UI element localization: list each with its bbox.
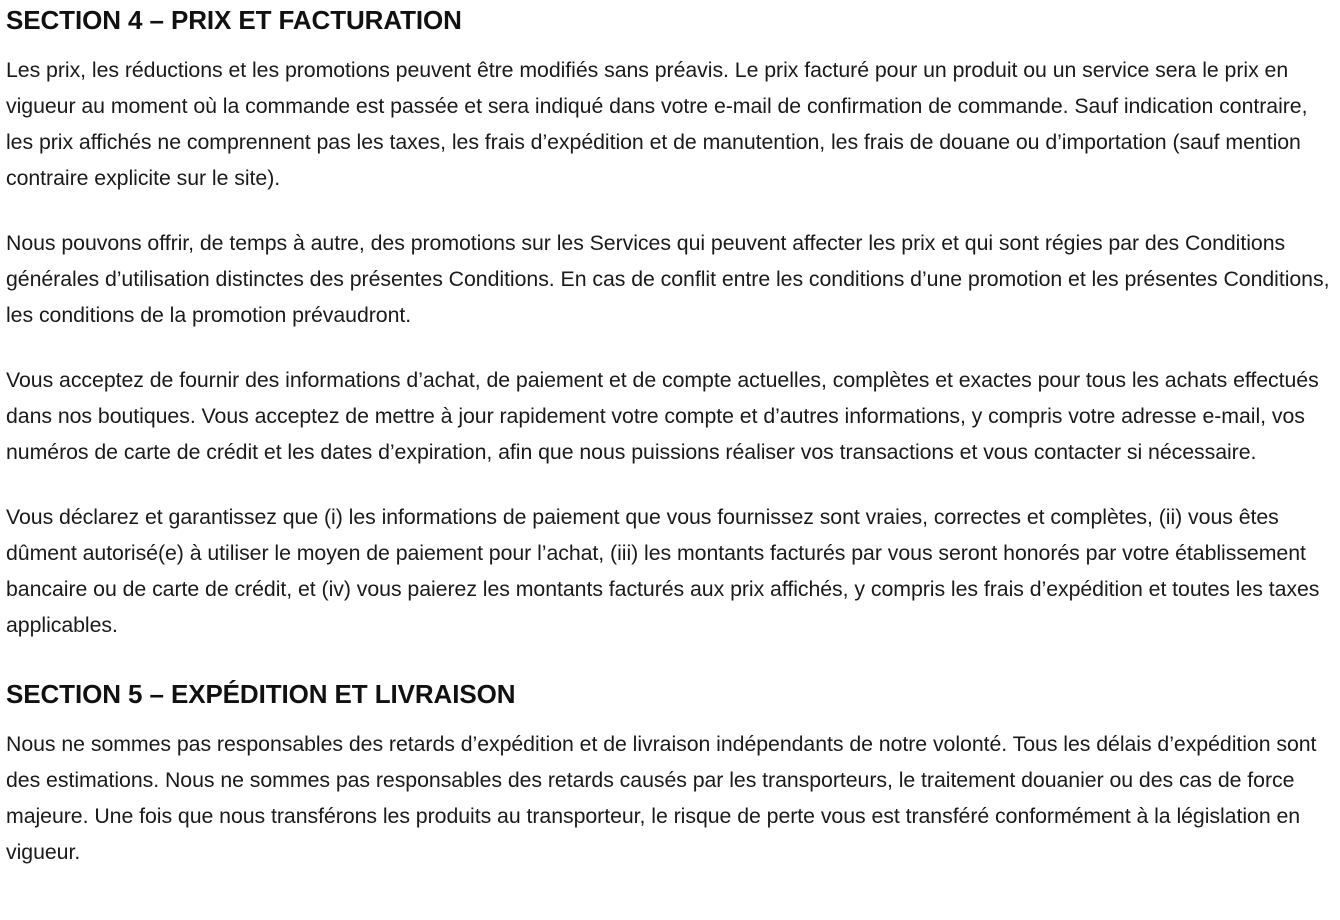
section-4-paragraph-account-info: Vous acceptez de fournir des informations d’achat, de paiement et de compte actuelles, complètes et exactes pour tous les achats effectués dans nos boutiques. Vous acceptez de mettre à jour rapidement votre compte et d’autres informations, y compris votre adresse e-mail, vos numéros de carte de crédit et les dates d’expiration, afin que nous puissions réaliser vos transactions et vous contacter si nécessaire. (6, 368, 1319, 464)
section-4-title: SECTION 4 – PRIX ET FACTURATION (6, 5, 462, 35)
section-4-paragraph-pricing: Les prix, les réductions et les promotions peuvent être modifiés sans préavis. Le prix facturé pour un produit ou un service sera le prix en vigueur au moment où la commande est passée et sera indiqué dans votre e-mail de confirmation de commande. Sauf indication contraire, les prix affichés ne comprennent pas les taxes, les frais d’expédition et de manutention, les frais de douane ou d’importation (sauf mention contraire explicite sur le site). (6, 58, 1308, 190)
section-4-paragraph-promotions: Nous pouvons offrir, de temps à autre, des promotions sur les Services qui peuvent affecter les prix et qui sont régies par des Conditions générales d’utilisation distinctes des présentes Conditions. En cas de conflit entre les conditions d’une promotion et les présentes Conditions, les conditions de la promotion prévaudront. (6, 231, 1330, 327)
section-5-title: SECTION 5 – EXPÉDITION ET LIVRAISON (6, 679, 516, 709)
section-4-paragraph-payment-warranty: Vous déclarez et garantissez que (i) les informations de paiement que vous fournissez sont vraies, correctes et complètes, (ii) vous êtes dûment autorisé(e) à utiliser le moyen de paiement pour l’achat, (iii) les montants facturés par vous seront honorés par votre établissement bancaire ou de carte de crédit, et (iv) vous paierez les montants facturés aux prix affichés, y compris les frais d’expédition et toutes les taxes applicables. (6, 505, 1320, 637)
section-5-paragraph-shipping: Nous ne sommes pas responsables des retards d’expédition et de livraison indépendants de notre volonté. Tous les délais d’expédition sont des estimations. Nous ne sommes pas responsables des retards causés par les transporteurs, le traitement douanier ou des cas de force majeure. Une fois que nous transférons les produits au transporteur, le risque de perte vous est transféré conformément à la législation en vigueur. (6, 732, 1317, 864)
